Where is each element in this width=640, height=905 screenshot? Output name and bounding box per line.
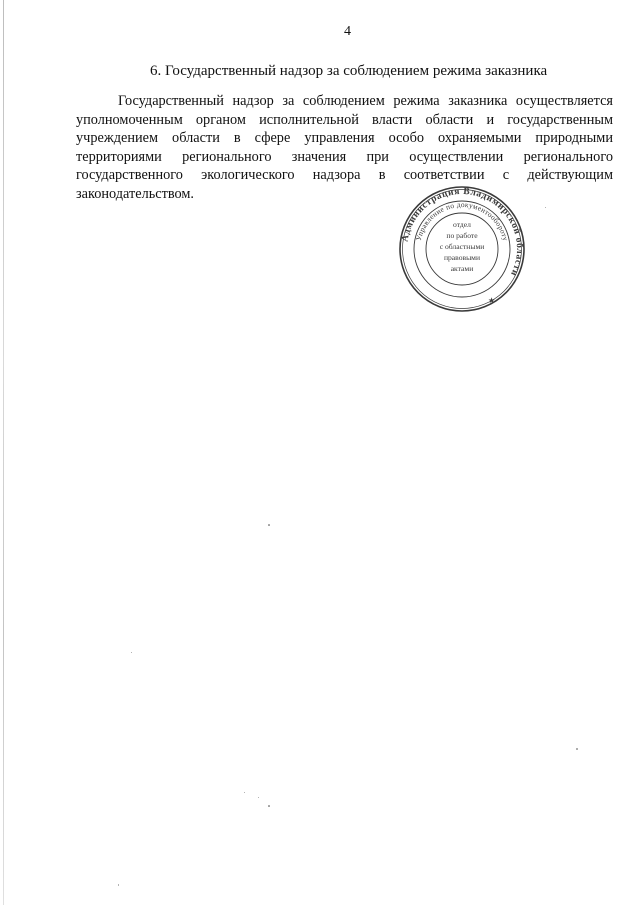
scan-speck (576, 748, 578, 750)
scan-speck (131, 652, 132, 653)
stamp-center-line-5: актами (450, 264, 474, 273)
scan-speck (268, 805, 270, 807)
page-number: 4 (344, 24, 351, 39)
official-stamp (398, 185, 526, 313)
stamp-inner-ring-text: Управление по документообороту (413, 199, 511, 242)
scan-speck (268, 524, 270, 526)
stamp-center-line-2: по работе (446, 231, 478, 240)
scan-edge-line (3, 0, 4, 905)
scan-speck (244, 792, 245, 793)
scan-speck (545, 207, 546, 208)
stamp-star-icon: ★ (488, 296, 496, 305)
stamp-center-line-1: отдел (453, 220, 471, 229)
section-title: 6. Государственный надзор за соблюдением режима заказника (150, 63, 548, 79)
stamp-seal-graphic (398, 185, 526, 313)
scan-speck (258, 797, 259, 798)
stamp-center-text (440, 220, 485, 273)
stamp-center-line-4: правовыми (443, 253, 481, 262)
body-paragraph: Государственный надзор за соблюдением режима заказника осуществляется уполномоченным органом исполнительной власти области и государственным учреждением области в сфере управления особо охраняемыми природными территориями регионального значения при осуществлении регионального государственного экологического надзора в соответствии с действующим законодательством. (76, 93, 613, 202)
stamp-outer-ring-text: Администрация Владимирской области (400, 186, 525, 278)
scan-speck (118, 884, 119, 886)
stamp-center-line-3: с областными (439, 242, 485, 251)
